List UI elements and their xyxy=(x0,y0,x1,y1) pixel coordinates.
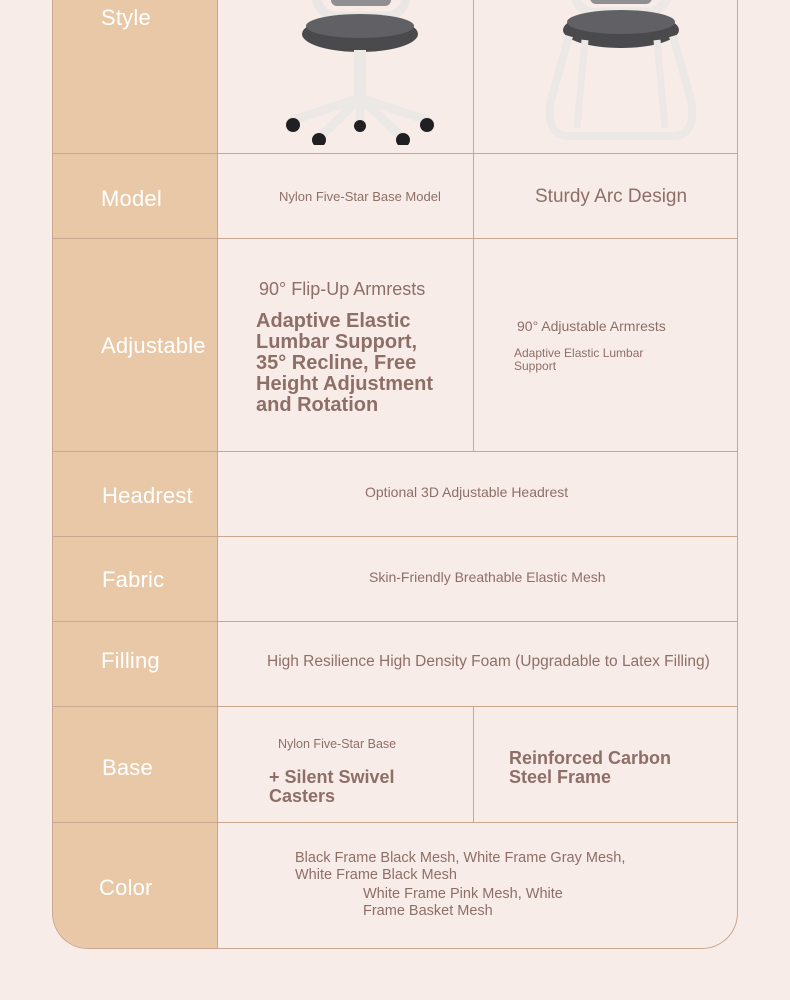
color-text-a: Black Frame Black Mesh, White Frame Gray Mesh, White Frame Black Mesh xyxy=(295,850,626,884)
label-column xyxy=(53,0,218,948)
column-divider xyxy=(473,0,474,451)
adjustable-right-lumbar: Adaptive Elastic Lumbar Support xyxy=(514,346,644,373)
row-label-style: Style xyxy=(101,5,151,30)
adjustable-left-details: Adaptive Elastic Lumbar Support, 35° Recline, Free Height Adjustment and Rotation xyxy=(256,310,434,416)
base-left-casters: + Silent Swivel Casters xyxy=(269,767,395,806)
row-label-color: Color xyxy=(99,875,153,900)
row-divider xyxy=(53,706,737,707)
row-label-base: Base xyxy=(102,755,153,780)
adjustable-right-armrests: 90° Adjustable Armrests xyxy=(517,318,666,334)
row-label-headrest: Headrest xyxy=(102,483,193,508)
row-divider xyxy=(53,536,737,537)
row-divider xyxy=(53,451,737,452)
column-divider xyxy=(473,706,474,822)
base-right-frame: Reinforced Carbon Steel Frame xyxy=(509,748,672,787)
model-left-text: Nylon Five-Star Base Model xyxy=(279,189,441,204)
row-divider xyxy=(53,621,737,622)
color-text-b: White Frame Pink Mesh, White Frame Basket Mesh xyxy=(363,886,563,920)
row-label-filling: Filling xyxy=(101,648,160,673)
fabric-text: Skin-Friendly Breathable Elastic Mesh xyxy=(369,569,606,585)
row-divider xyxy=(53,822,737,823)
row-label-fabric: Fabric xyxy=(102,567,165,592)
row-divider xyxy=(53,238,737,239)
model-right-text: Sturdy Arc Design xyxy=(535,186,688,207)
row-label-adjustable: Adjustable xyxy=(101,333,206,358)
comparison-table xyxy=(52,0,738,949)
adjustable-left-armrests: 90° Flip-Up Armrests xyxy=(259,279,426,299)
swivel-chair-image xyxy=(271,0,447,145)
arc-chair-image xyxy=(533,0,709,145)
filling-text: High Resilience High Density Foam (Upgradable to Latex Filling) xyxy=(267,653,710,670)
base-left-base: Nylon Five-Star Base xyxy=(278,737,397,751)
headrest-text: Optional 3D Adjustable Headrest xyxy=(365,484,569,500)
row-label-model: Model xyxy=(101,186,162,211)
row-divider xyxy=(53,153,737,154)
